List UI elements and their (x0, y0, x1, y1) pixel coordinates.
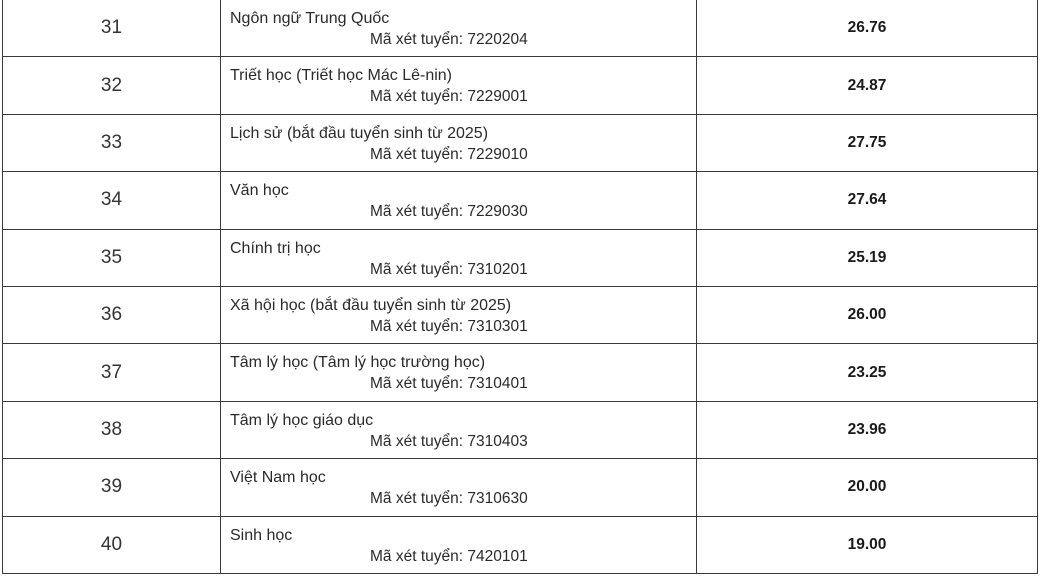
major-name: Lịch sử (bắt đầu tuyển sinh từ 2025) (230, 124, 489, 142)
major-code: Mã xét tuyển: 7310401 (370, 375, 528, 393)
major-cell (221, 286, 697, 343)
major-name: Ngôn ngữ Trung Quốc (230, 10, 390, 27)
cutoff-score: 20.00 (697, 459, 1038, 516)
row-number: 40 (3, 516, 221, 573)
major-code: Mã xét tuyển: 7229001 (370, 88, 528, 106)
major-cell (221, 0, 697, 57)
cutoff-score: 27.64 (697, 172, 1038, 229)
row-number: 35 (3, 229, 221, 286)
table-row (3, 0, 1038, 57)
row-number: 38 (3, 401, 221, 458)
major-code: Mã xét tuyển: 7310301 (370, 317, 528, 335)
row-number: 33 (3, 114, 221, 171)
major-code: Mã xét tuyển: 7310403 (370, 432, 528, 450)
major-code: Mã xét tuyển: 7220204 (370, 31, 528, 48)
row-number: 31 (3, 0, 221, 57)
cutoff-score: 26.00 (697, 286, 1038, 343)
major-cell (221, 401, 697, 458)
admission-score-table (2, 0, 1038, 574)
major-code: Mã xét tuyển: 7310201 (370, 260, 528, 278)
row-number: 39 (3, 459, 221, 516)
cutoff-score: 24.87 (697, 57, 1038, 114)
major-name: Chính trị học (230, 239, 321, 257)
major-cell (221, 172, 697, 229)
table-row (3, 344, 1038, 401)
table-row (3, 57, 1038, 114)
major-cell (221, 516, 697, 573)
major-name: Việt Nam học (230, 469, 326, 487)
major-name: Triết học (Triết học Mác Lê-nin) (230, 67, 452, 85)
table-row (3, 286, 1038, 343)
major-cell (221, 344, 697, 401)
cutoff-score: 25.19 (697, 229, 1038, 286)
table-row (3, 401, 1038, 458)
major-name: Tâm lý học (Tâm lý học trường học) (230, 354, 486, 372)
cutoff-score: 27.75 (697, 114, 1038, 171)
major-cell (221, 57, 697, 114)
table-row (3, 172, 1038, 229)
major-name: Tâm lý học giáo dục (230, 411, 374, 429)
cutoff-score: 23.96 (697, 401, 1038, 458)
major-code: Mã xét tuyển: 7229010 (370, 145, 528, 163)
cutoff-score: 23.25 (697, 344, 1038, 401)
table-row (3, 516, 1038, 573)
row-number: 36 (3, 286, 221, 343)
table-body (3, 0, 1038, 573)
table-row (3, 229, 1038, 286)
table-row (3, 459, 1038, 516)
cutoff-score: 26.76 (697, 0, 1038, 57)
cutoff-score: 19.00 (697, 516, 1038, 573)
row-number: 32 (3, 57, 221, 114)
table-row (3, 114, 1038, 171)
major-name: Văn học (230, 182, 289, 200)
row-number: 34 (3, 172, 221, 229)
row-number: 37 (3, 344, 221, 401)
major-name: Xã hội học (bắt đầu tuyển sinh từ 2025) (230, 296, 512, 314)
major-code: Mã xét tuyển: 7229030 (370, 203, 528, 221)
major-cell (221, 459, 697, 516)
major-code: Mã xét tuyển: 7420101 (370, 547, 528, 565)
major-cell (221, 229, 697, 286)
major-cell (221, 114, 697, 171)
major-name: Sinh học (230, 526, 293, 544)
major-code: Mã xét tuyển: 7310630 (370, 490, 528, 508)
